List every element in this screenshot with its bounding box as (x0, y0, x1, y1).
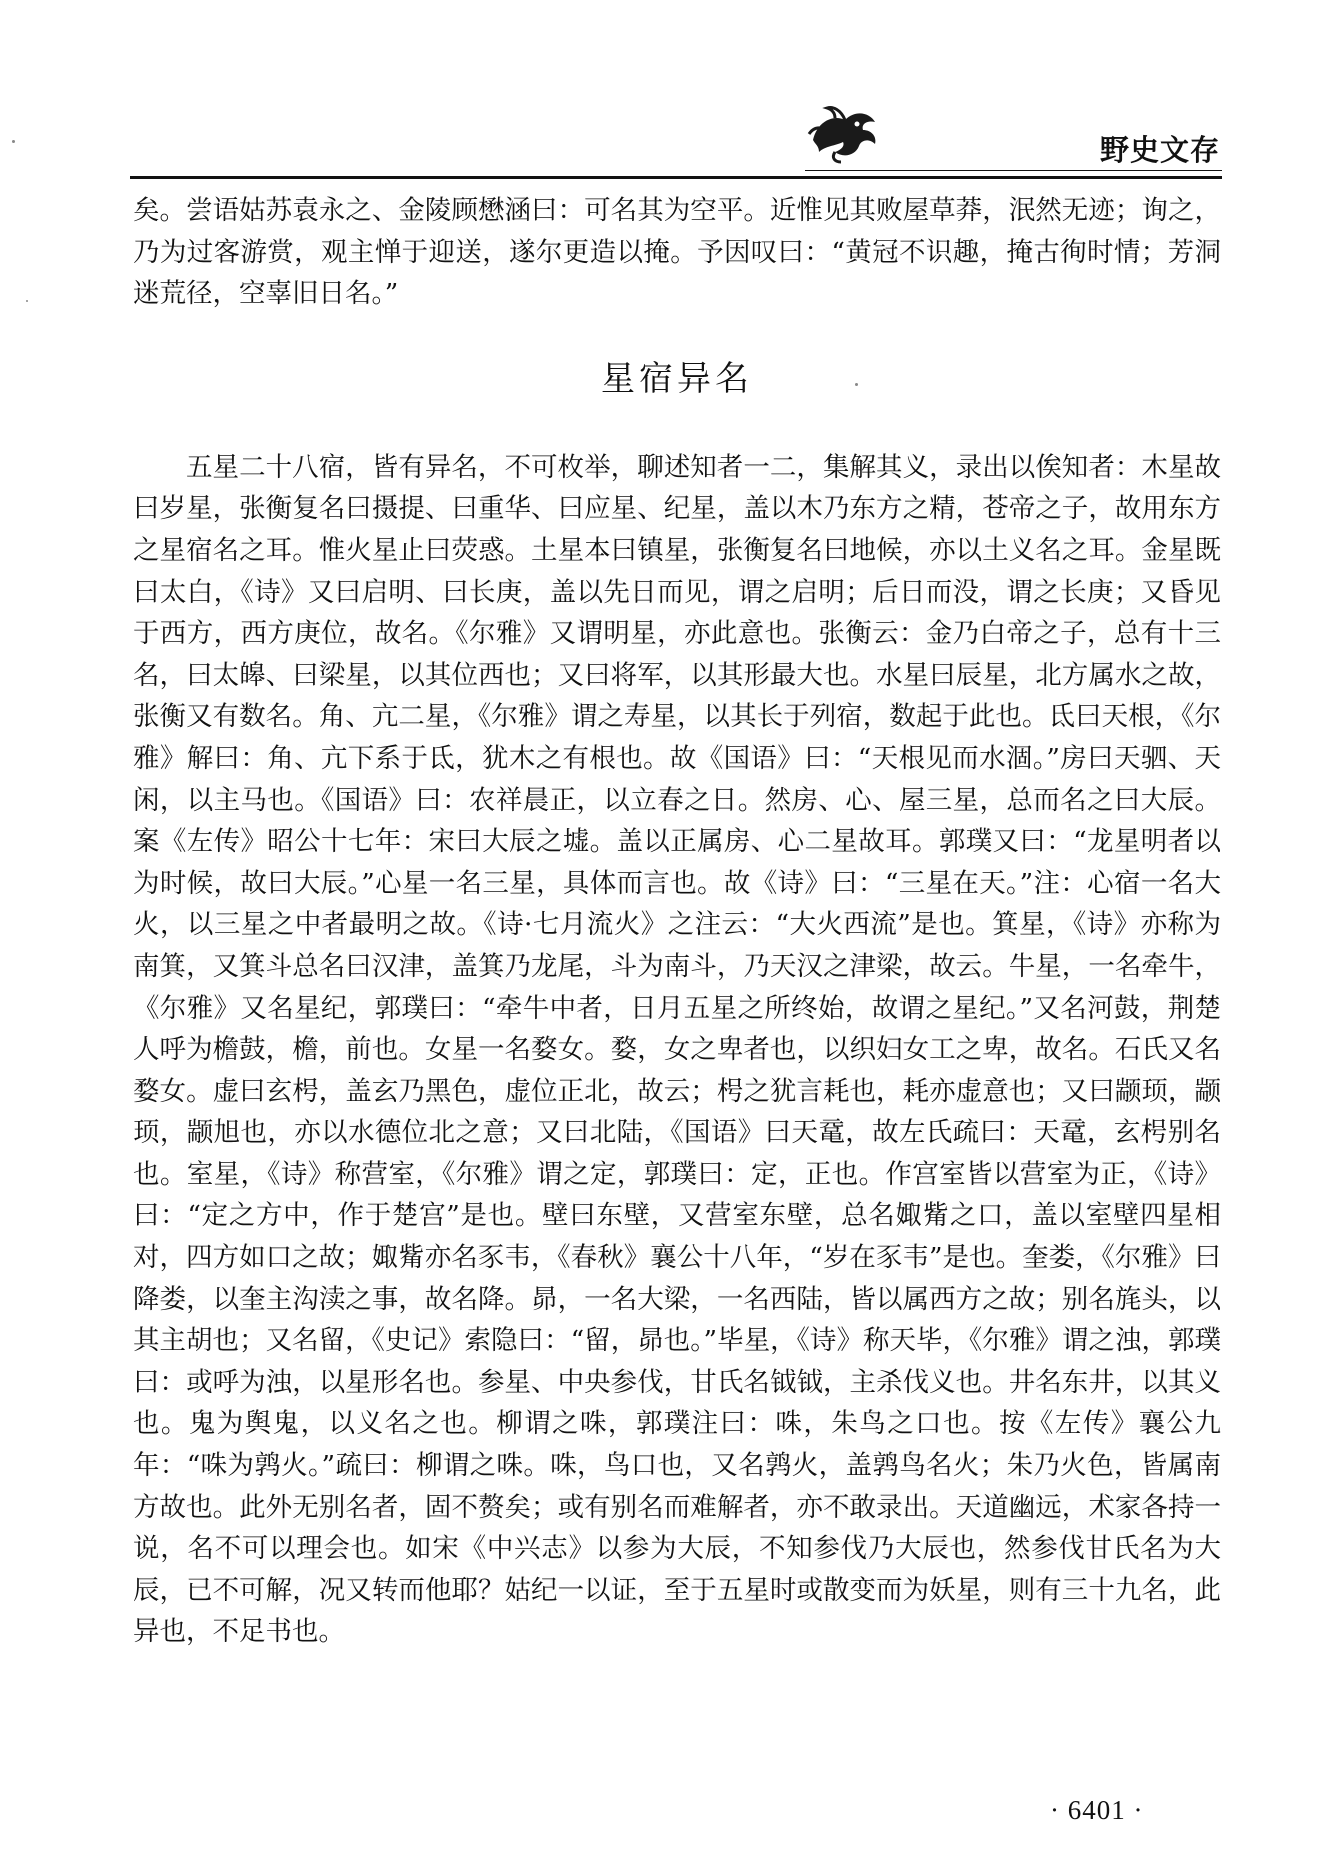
header-divider-thin (805, 170, 1222, 171)
scan-speck (12, 140, 15, 143)
section-body: 五星二十八宿，皆有异名，不可枚举，聊述知者一二，集解其义，录出以俟知者：木星故曰岁星，张衡复名曰摄提、曰重华、曰应星、纪星，盖以木乃东方之精，苍帝之子，故用东方之星宿名之耳。惟火星止曰荧惑。土星本曰镇星，张衡复名曰地候，亦以土义名之耳。金星既曰太白，《诗》又曰启明、曰长庚，盖以先日而见，谓之启明；后日而没，谓之长庚；又昏见于西方，西方庚位，故名。《尔雅》又谓明星，亦此意也。张衡云：金乃白帝之子，总有十三名，曰太皞、曰梁星，以其位西也；又曰将军，以其形最大也。水星曰辰星，北方属水之故，张衡又有数名。角、亢二星，《尔雅》谓之寿星，以其长于列宿，数起于此也。氐曰天根，《尔雅》解曰：角、亢下系于氐，犹木之有根也。故《国语》曰：“天根见而水涸。”房曰天驷、天闲，以主马也。《国语》曰：农祥晨正，以立春之日。然房、心、屋三星，总而名之曰大辰。案《左传》昭公十七年：宋曰大辰之墟。盖以正属房、心二星故耳。郭璞又曰：“龙星明者以为时候，故曰大辰。”心星一名三星，具体而言也。故《诗》曰：“三星在天。”注：心宿一名大火，以三星之中者最明之故。《诗·七月流火》之注云：“大火西流”是也。箕星，《诗》亦称为南箕，又箕斗总名曰汉津，盖箕乃龙尾，斗为南斗，乃天汉之津梁，故云。牛星，一名牵牛，《尔雅》又名星纪，郭璞曰：“牵牛中者，日月五星之所终始，故谓之星纪。”又名河鼓，荆楚人呼为檐鼓，檐，前也。女星一名婺女。婺，女之卑者也，以织妇女工之卑，故名。石氏又名婺女。虚曰玄枵，盖玄乃黑色，虚位正北，故云；枵之犹言耗也，耗亦虚意也；又曰颛顼，颛顼，颛旭也，亦以水德位北之意；又曰北陆，《国语》曰天鼋，故左氏疏曰：天鼋，玄枵别名也。室星，《诗》称营室，《尔雅》谓之定，郭璞曰：定，正也。作宫室皆以营室为正，《诗》曰：“定之方中，作于楚宫”是也。壁曰东壁，又营室东壁，总名娵觜之口，盖以室壁四星相对，四方如口之故；娵觜亦名豕韦，《春秋》襄公十八年，“岁在豕韦”是也。奎娄，《尔雅》曰降娄，以奎主沟渎之事，故名降。昴，一名大梁，一名西陆，皆以属西方之故；别名旄头，以其主胡也；又名留，《史记》索隐曰：“留，昴也。”毕星，《诗》称天毕，《尔雅》谓之浊，郭璞曰：或呼为浊，以星形名也。参星、中央参伐，甘氏名钺钺，主杀伐义也。井名东井，以其义也。鬼为舆鬼，以义名之也。柳谓之咮，郭璞注曰：咮，朱鸟之口也。按《左传》襄公九年：“咮为鹑火。”疏曰：柳谓之咮。咮，鸟口也，又名鹑火，盖鹑鸟名火；朱乃火色，皆属南方故也。此外无别名者，固不赘矣；或有别名而难解者，亦不敢录出。天道幽远，术家各持一说，名不可以理会也。如宋《中兴志》以参为大辰，不知参伐乃大辰也，然参伐甘氏名为大辰，已不可解，况又转而他耶？姑纪一以证，至于五星时或散变而为妖星，则有三十九名，此异也，不足书也。 (133, 451, 1221, 1648)
header-divider (130, 176, 1222, 179)
section-title: 星宿异名 (601, 358, 753, 399)
dragon-ornament-icon (805, 100, 883, 164)
series-title: 野史文存 (1099, 133, 1220, 167)
page-number: · 6401 · (1050, 1795, 1144, 1825)
scan-speck (26, 300, 28, 302)
scan-speck (855, 383, 858, 386)
running-header (0, 0, 1322, 180)
page-content (133, 190, 1221, 1653)
intro-paragraph: 矣。尝语姑苏袁永之、金陵顾懋涵曰：可名其为空平。近惟见其败屋草莽，泯然无迹；询之，乃为过客游赏，观主惮于迎送，遂尔更造以掩。予因叹曰：“黄冠不识趣，掩古徇时情；芳洞迷荒径，空辜旧日名。” (133, 195, 1221, 310)
